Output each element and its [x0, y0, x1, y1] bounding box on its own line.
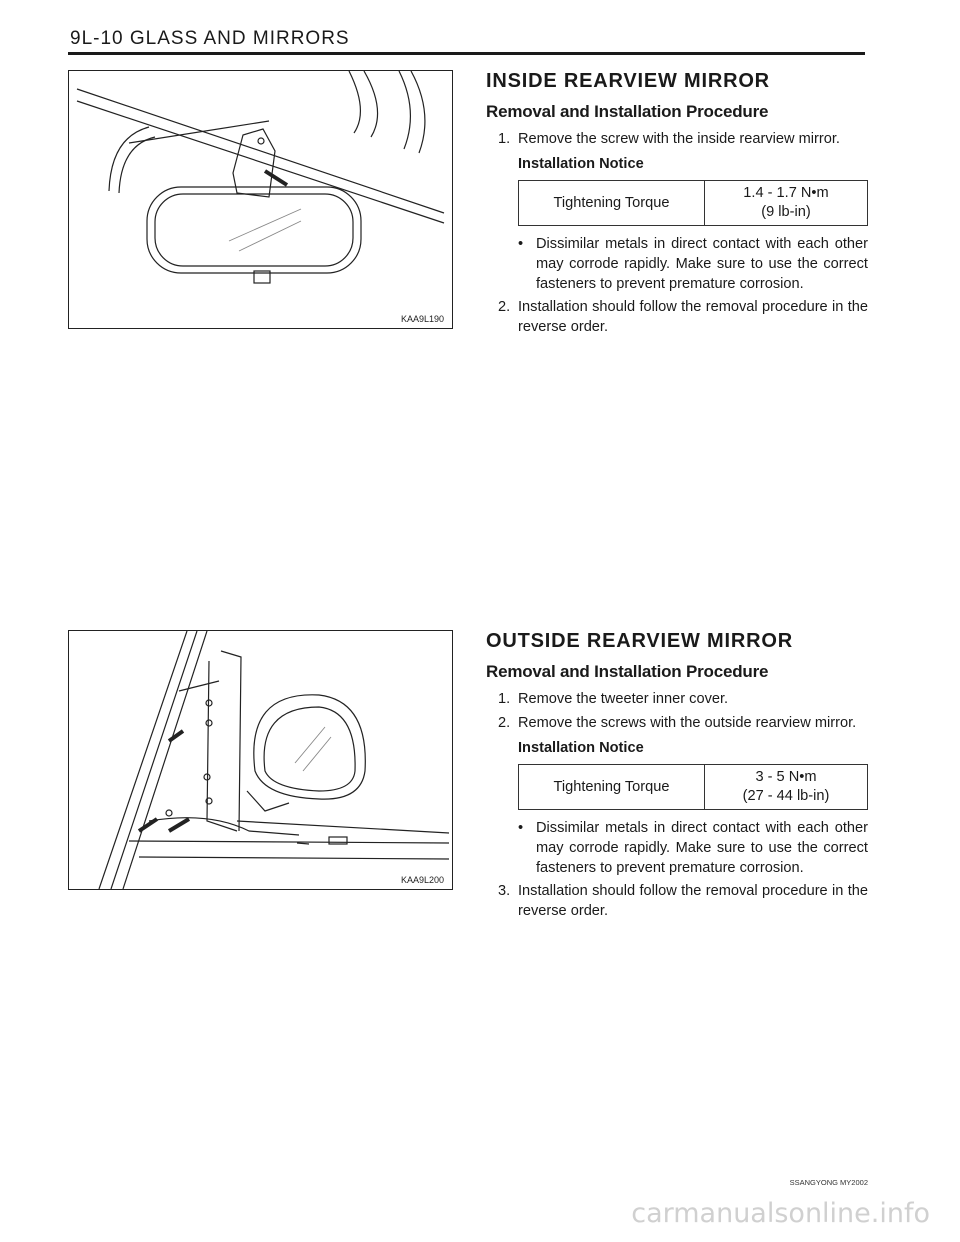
- outside-step-3: [486, 881, 868, 921]
- outside-figure-code: KAA9L200: [400, 875, 444, 885]
- inside-step-2: [486, 297, 868, 337]
- inside-torque-table: [518, 180, 868, 226]
- inside-mirror-illustration: [68, 70, 453, 329]
- outside-step-2-num: 2.: [498, 715, 511, 731]
- outside-torque-label: Tightening Torque: [519, 765, 705, 810]
- outside-step-3-text: Installation should follow the removal procedure in the reverse order.: [518, 883, 868, 919]
- outside-torque-lbin: (27 - 44 lb-in): [742, 788, 830, 804]
- inside-mirror-section: [486, 70, 868, 337]
- outside-torque-row: [519, 765, 868, 810]
- outside-mirror-title: OUTSIDE REARVIEW MIRROR: [486, 630, 793, 652]
- footer-model-code: SSANGYONG MY2002: [789, 1178, 868, 1187]
- outside-step-3-num: 3.: [498, 883, 511, 899]
- bullet-dot: •: [518, 236, 524, 252]
- inside-step-2-num: 2.: [498, 299, 511, 315]
- outside-bullet-text: Dissimilar metals in direct contact with each other may corrode rapidly. Make sure to use the correct fasteners to prevent premature corrosion.: [536, 820, 868, 876]
- inside-bullet: [518, 234, 868, 294]
- inside-bullet-text: Dissimilar metals in direct contact with each other may corrode rapidly. Make sure to use the correct fasteners to prevent premature corrosion.: [536, 236, 868, 292]
- outside-step-1-num: 1.: [498, 691, 511, 707]
- outside-installation-notice: Installation Notice: [518, 740, 644, 756]
- outside-step-1-text: Remove the tweeter inner cover.: [518, 691, 729, 707]
- inside-mirror-drawing: [69, 71, 452, 328]
- outside-mirror-drawing: [69, 631, 452, 889]
- outside-step-2-text: Remove the screws with the outside rearview mirror.: [518, 715, 857, 731]
- page-header-title: 9L-10 GLASS AND MIRRORS: [70, 28, 350, 49]
- outside-mirror-section: [486, 630, 868, 921]
- inside-step-1: [486, 129, 868, 149]
- inside-step-2-text: Installation should follow the removal procedure in the reverse order.: [518, 299, 868, 335]
- inside-step-1-text: Remove the screw with the inside rearview mirror.: [518, 131, 840, 147]
- outside-torque-nm: 3 - 5 N•m: [755, 769, 817, 785]
- header-rule: [68, 52, 865, 55]
- inside-torque-value: [705, 181, 868, 226]
- inside-torque-lbin: (9 lb-in): [761, 204, 811, 220]
- outside-torque-table: [518, 764, 868, 810]
- outside-procedure-subtitle: Removal and Installation Procedure: [486, 662, 769, 681]
- inside-step-1-num: 1.: [498, 131, 511, 147]
- inside-torque-row: [519, 181, 868, 226]
- inside-installation-notice: Installation Notice: [518, 156, 644, 172]
- inside-mirror-title: INSIDE REARVIEW MIRROR: [486, 70, 770, 92]
- inside-procedure-subtitle: Removal and Installation Procedure: [486, 102, 769, 121]
- watermark-link[interactable]: carmanualsonline.info: [631, 1198, 930, 1229]
- inside-torque-label: Tightening Torque: [519, 181, 705, 226]
- inside-torque-nm: 1.4 - 1.7 N•m: [743, 185, 829, 201]
- outside-bullet: [518, 818, 868, 878]
- inside-figure-code: KAA9L190: [400, 314, 444, 324]
- outside-step-2: [486, 713, 868, 733]
- bullet-dot: •: [518, 820, 524, 836]
- outside-mirror-illustration: [68, 630, 453, 890]
- outside-step-1: [486, 689, 868, 709]
- outside-torque-value: [705, 765, 868, 810]
